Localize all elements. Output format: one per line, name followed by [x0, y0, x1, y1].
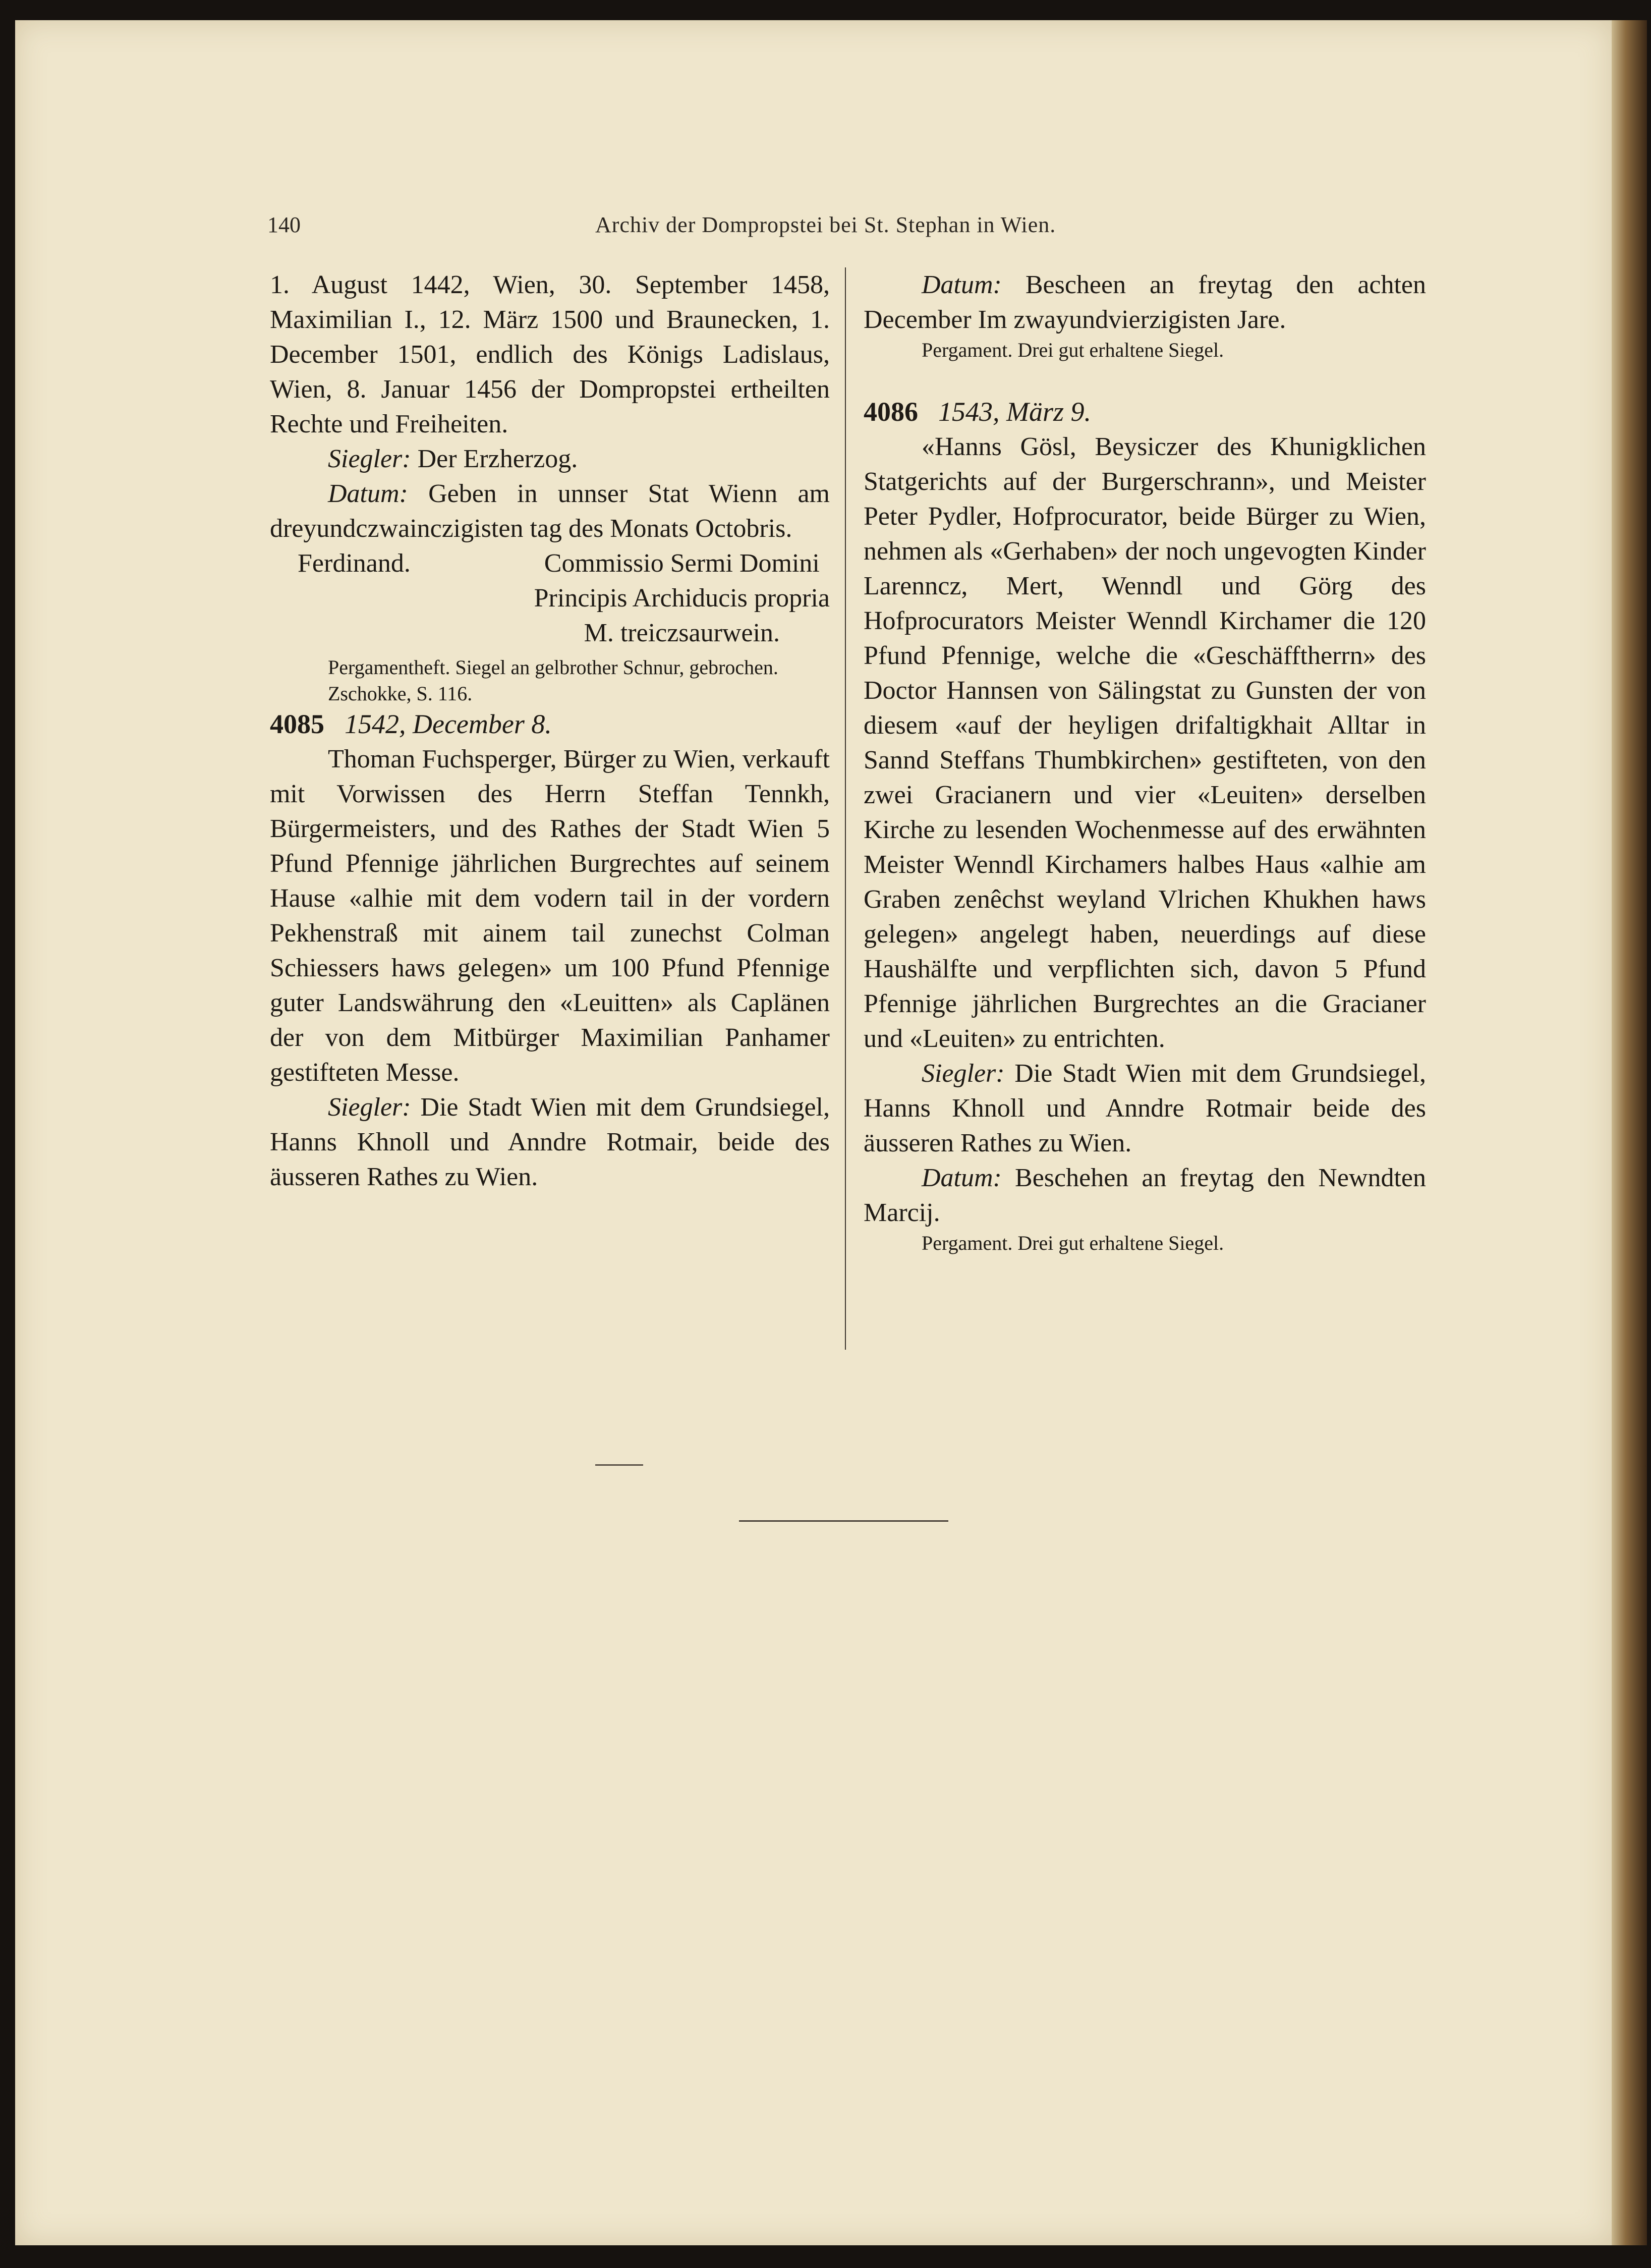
datum-text: Bescheen an freytag den achten December Im zwayundvierzigisten Jare. — [864, 270, 1426, 334]
siegler-line — [270, 441, 830, 476]
running-header — [267, 212, 1428, 242]
entry-4086-body: «Hanns Gösl, Beysiczer des Khunigklichen Statgerichts auf der Burgerschrann», und Meister Peter Pydler, Hofprocurator, beide Bürger zu Wien, nehmen als «Gerhaben» der noch ungevogten Kinder Larenncz, Mert, Wenndl und Görg des Hofprocurators Meister Wenndl Kirchamer die 120 Pfund Pfennige, welche die «Geschäfftherrn» des Doctor Hannsen von Sälingstat zu Gunsten der von diesem «auf der heyligen drifaltigkhait Alltar in Sannd Steffans Thumbkirchen» gestifteten, von den zwei Gracianern und vier «Leuiten» derselben Kirche zu lesenden Wochenmesse auf des erwähnten Meister Wenndl Kirchamers halbes Haus «alhie am Graben zenêchst weyland Vlrichen Khukhen haws gelegen» angelegt haben, neuerdings auf diese Haushälfte und verpflichten sich, davon 5 Pfund Pfennige jährlichen Burgrechtes an die Gracianer und «Leuiten» zu entrichten. — [864, 432, 1426, 1053]
entry-number: 4085 — [270, 709, 324, 739]
right-column — [864, 267, 1426, 1256]
column-divider — [845, 267, 846, 1350]
signature-commissio — [534, 546, 830, 650]
intro-paragraph: 1. August 1442, Wien, 30. September 1458, Maximilian I., 12. März 1500 und Braunecken, 1. December 1501, endlich des Königs Ladislaus, Wien, 8. Januar 1456 der Dompropstei ertheilten Rechte und Freiheiten. — [270, 270, 830, 438]
small-dash — [595, 1464, 643, 1466]
note-pergament: Pergamentheft. Siegel an gelbrother Schnur, gebrochen. — [328, 656, 778, 679]
signature-ferdinand: Ferdinand. — [298, 549, 411, 578]
entry-date: 1542, December 8. — [345, 709, 552, 739]
entry-4086-datum — [864, 1160, 1426, 1230]
commissio-line-2: Principis Archiducis propria — [534, 584, 830, 613]
siegler-label: Siegler: — [328, 445, 411, 473]
signature-block — [270, 546, 830, 650]
datum-text: Beschehen an freytag den Newndten Marcij. — [864, 1164, 1426, 1227]
page-number: 140 — [267, 212, 301, 237]
siegler-text: Die Stadt Wien mit dem Grundsiegel, Hanns Khnoll und Anndre Rotmair beide des äusseren Rathes zu Wien. — [864, 1059, 1426, 1157]
entry-4086-siegler — [864, 1056, 1426, 1160]
entry-4085-siegler — [270, 1090, 830, 1194]
commissio-line-1: Commissio Sermi Domini — [544, 549, 820, 578]
entry-4085-body: Thoman Fuchsperger, Bürger zu Wien, verkauft mit Vorwissen des Herrn Steffan Tennkh, Bürgermeisters, und des Rathes der Stadt Wien 5 Pfund Pfennige jährlichen Burgrechtes auf seinem Hause «alhie mit dem vodern tail in der vordern Pekhenstraß mit ainem tail zunechst Colman Schiessers haws gelegen» um 100 Pfund Pfennige guter Landswährung den «Leuitten» als Caplänen der von dem Mitbürger Maximilian Panhamer gestifteten Messe. — [270, 745, 830, 1087]
note-pergament: Pergament. Drei gut erhaltene Siegel. — [922, 1232, 1224, 1254]
note-zschokke: Zschokke, S. 116. — [328, 682, 473, 705]
entry-4086-heading — [864, 395, 1426, 429]
commissio-line-3: M. treiczsaurwein. — [584, 619, 780, 647]
page-edge — [1612, 20, 1647, 2245]
datum-label: Datum: — [922, 270, 1002, 299]
datum-label: Datum: — [328, 479, 408, 508]
siegler-label: Siegler: — [328, 1093, 411, 1122]
note-pergament: Pergament. Drei gut erhaltene Siegel. — [922, 339, 1224, 361]
datum-line — [270, 476, 830, 546]
siegler-text: Die Stadt Wien mit dem Grundsiegel, Hanns Khnoll und Anndre Rotmair, beide des äusseren Rathes zu Wien. — [270, 1093, 830, 1191]
running-title: Archiv der Dompropstei bei St. Stephan in Wien. — [595, 212, 1056, 237]
siegler-label: Siegler: — [922, 1059, 1005, 1088]
end-rule — [739, 1520, 948, 1522]
left-column — [270, 267, 830, 1194]
siegler-text: Der Erzherzog. — [411, 445, 578, 473]
datum-text: Geben in unnser Stat Wienn am dreyundczwainczigisten tag des Monats Octobris. — [270, 479, 830, 543]
datum-label: Datum: — [922, 1164, 1002, 1192]
entry-date: 1543, März 9. — [938, 397, 1092, 427]
entry-number: 4086 — [864, 397, 918, 427]
entry-4085-heading — [270, 707, 830, 742]
datum-line — [864, 267, 1426, 337]
